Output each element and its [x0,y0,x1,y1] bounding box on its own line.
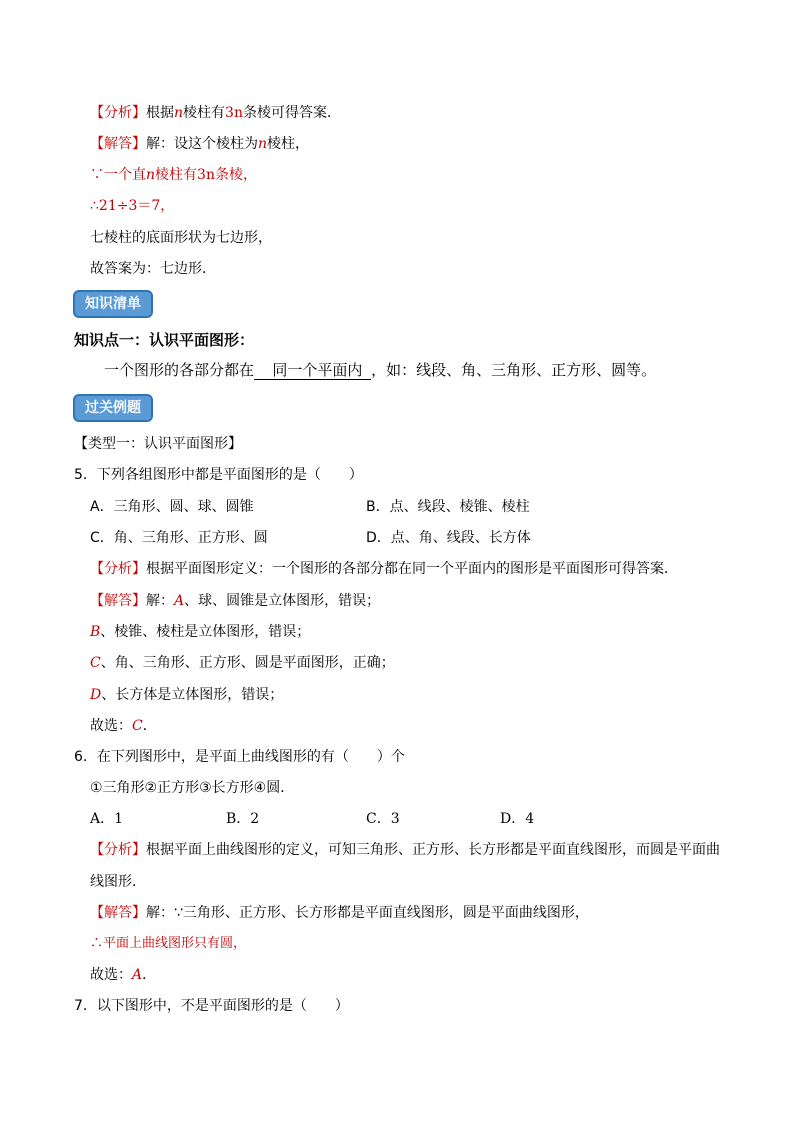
q6-solution-line [90,903,589,923]
q5-analysis-line [90,559,678,579]
analysis-text: 根据 [146,105,174,121]
q4-answer-line: 故答案为：七边形． [90,261,216,277]
q6-stem: 6．在下列图形中，是平面上曲线图形的有（ ）个 [74,749,405,765]
q4-step-line [90,165,257,185]
section-badge-knowledge: 知识清单 [73,290,153,318]
section-badge-examples: 过关例题 [73,394,153,422]
q5-step-line [90,622,310,642]
analysis-text: 条棱可得答案． [242,105,341,121]
q6-option-c: C．3 [366,811,400,827]
q4-solution-line [90,134,309,154]
q6-option-b: B．2 [226,811,260,827]
step-text: 、棱锥、棱柱是立体图形，错误； [100,624,311,640]
q7-stem: 7．以下图形中，不是平面图形的是（ ） [74,998,349,1014]
solution-tag: 【解答】 [90,136,146,152]
q6-analysis-line: 线图形． [90,874,146,890]
solution-text: 解：∵三角形、正方形、长方形都是平面直线图形，圆是平面曲线图形， [146,905,589,921]
q5-step-line [90,685,283,705]
knowledge-point-title: 知识点一：认识平面图形： [74,331,255,349]
step-text: 、角、三角形、正方形、圆是平面图形，正确； [100,655,395,671]
var-n: n [258,136,268,152]
solution-tag: 【解答】 [90,593,146,609]
answer-text: ． [142,718,157,734]
kp-blank-answer [254,361,371,380]
q4-step-line: ∴21÷3＝7， [90,198,175,214]
choice-letter: C [90,655,101,671]
var-n: n [174,105,184,121]
analysis-text: 根据平面上曲线图形的定义，可知三角形、正方形、长方形都是平面直线图形，而圆是平面曲 [146,842,720,858]
kp-text: ，如：线段、角、三角形、正方形、圆等。 [371,361,657,379]
kp-text: 一个图形的各部分都在 [104,361,255,379]
solution-text: 棱柱， [267,136,310,152]
q6-items: ①三角形②正方形③长方形④圆． [90,780,295,796]
answer-text: 故选： [90,967,132,983]
choice-letter: D [90,687,102,703]
kp-blank-text: 同一个平面内 [272,361,363,379]
choice-letter: A [132,967,143,983]
solution-text: 、球、圆锥是立体图形，错误； [184,593,381,609]
q5-answer-line [90,716,157,736]
q6-answer-line [90,965,156,985]
analysis-tag: 【分析】 [90,105,146,121]
q5-option-c: C．角、三角形、正方形、圆 [90,530,268,546]
q5-solution-line [90,591,380,611]
step-text: 、长方体是立体图形，错误； [101,687,284,703]
q6-analysis-line [90,840,720,860]
q5-stem: 5．下列各组图形中都是平面图形的是（ ） [74,467,363,483]
analysis-tag: 【分析】 [90,561,146,577]
answer-text: 故选： [90,718,132,734]
q4-analysis-line [90,103,341,123]
solution-tag: 【解答】 [90,905,146,921]
var-n: n [146,167,156,183]
choice-letter: B [90,624,101,640]
choice-letter: C [132,718,143,734]
choice-letter: A [174,593,185,609]
analysis-text: 棱柱有 [183,105,226,121]
step-text: 条棱， [214,167,257,183]
knowledge-point-text [104,360,656,380]
q6-step-line: ∴平面上曲线图形只有圆， [90,936,247,951]
q6-option-a: A．1 [90,811,124,827]
solution-text: 解： [146,593,174,609]
q5-option-b: B．点、线段、棱锥、棱柱 [366,499,530,515]
analysis-text: 根据平面图形定义：一个图形的各部分都在同一个平面内的图形是平面图形可得答案． [146,561,678,577]
q5-step-line [90,653,395,673]
step-text: 棱柱有 [155,167,198,183]
q5-option-d: D．点、角、线段、长方体 [366,530,531,546]
var-3n: 3n [197,167,215,183]
var-3n: 3n [225,105,243,121]
step-text: ∵一个直 [90,167,146,183]
q5-option-a: A．三角形、圆、球、圆锥 [90,499,254,515]
solution-text: 解：设这个棱柱为 [146,136,258,152]
analysis-tag: 【分析】 [90,842,146,858]
q4-step-line: 七棱柱的底面形状为七边形， [90,230,272,246]
q6-option-d: D．4 [500,811,535,827]
type-heading: 【类型一：认识平面图形】 [74,436,242,452]
answer-text: ． [142,967,157,983]
